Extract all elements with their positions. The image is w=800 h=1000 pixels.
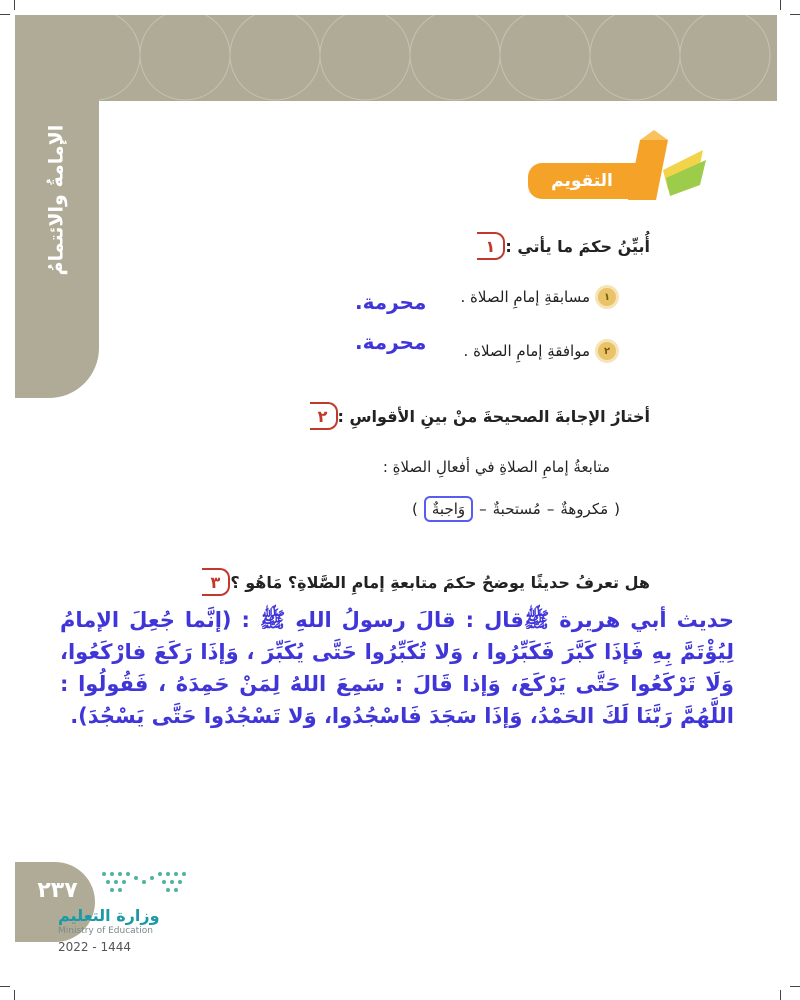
crop-mark [790,14,800,15]
unit-title [18,100,94,300]
ministry-logo-icon [98,868,190,900]
edition-year: 2022 - 1444 [58,940,132,954]
q1-item-1 [461,288,616,306]
ministry-name-ar: وزارة التعليم [58,906,160,925]
close-paren: ) [412,500,418,518]
question-number: ١ [477,232,505,260]
question-number: ٣ [202,568,230,596]
selected-choice: وَاجبةٌ [424,496,473,522]
ministry-name-en: Ministry of Education [58,926,153,936]
crop-mark [780,0,781,10]
crop-mark [0,14,10,15]
header-band [15,15,777,101]
section-badge-label: التقويم [528,163,636,199]
q3-answer: حديث أبي هريرة ﷺقال : قالَ رسولُ اللهِ ﷺ : (إنَّما جُعِلَ الإمامُ لِيُؤْتَمَّ بِهِ فَإذَا كَبَّرَ فَكَبِّرُوا ، وَلا تُكَبِّرُوا حَتَّى يُكَبِّرَ ، وَإذَا رَكَعَ فارْكَعُوا، وَلَا تَرْكَعُوا حَتَّى يَرْكَعَ، وَإذا قَالَ : سَمِعَ اللهُ لِمَنْ حَمِدَهُ ، فَقُولُوا : اللَّهُمَّ رَبَّنَا لَكَ الحَمْدُ، وَإذَا سَجَدَ فَاسْجُدُوا، وَلا تَسْجُدُوا حَتَّى يَسْجُدَ). [60,608,734,728]
choice-separator: – [479,500,487,518]
question-3 [190,568,650,596]
question-number: ٢ [310,402,338,430]
crop-mark [790,986,800,987]
question-text: هل تعرفُ حديثًا يوضحُ حكمَ متابعةِ إمامِ الصَّلاةِ؟ مَاهُو ؟ [230,572,650,592]
choice-option: مَكروهةٌ [560,500,609,518]
q2-statement: متابعةُ إمامِ الصلاةِ في أفعالِ الصلاةِ : [382,458,610,476]
crop-mark [780,990,781,1000]
item-text: موافقةِ إمامِ الصلاة . [463,342,590,360]
page-number: ٢٣٧ [37,878,78,903]
item-number: ٢ [598,342,616,360]
crop-mark [14,990,15,1000]
choice-separator: – [546,500,555,518]
section-badge [528,130,708,205]
crop-mark [14,0,15,10]
header-pattern [15,15,777,101]
question-2 [298,402,651,430]
crop-mark [0,986,10,987]
q1-item-2 [464,342,616,360]
q2-choices [412,496,620,522]
unit-title-text: الإمامةُ والائتمامُ [45,124,67,276]
choice-option: مُستحبةٌ [492,500,541,518]
item-number: ١ [598,288,616,306]
q1-item-2-answer: محرمة. [355,330,427,354]
item-text: مسابقةِ إمامِ الصلاة . [460,288,590,306]
q1-item-1-answer: محرمة. [355,290,427,314]
question-text: أُبيِّنُ حكمَ ما يأتي : [505,236,650,256]
question-text: أختارُ الإجابةَ الصحيحةَ منْ بينِ الأقواسِ : [337,406,650,426]
open-paren: ( [614,500,620,518]
question-1 [465,232,650,260]
